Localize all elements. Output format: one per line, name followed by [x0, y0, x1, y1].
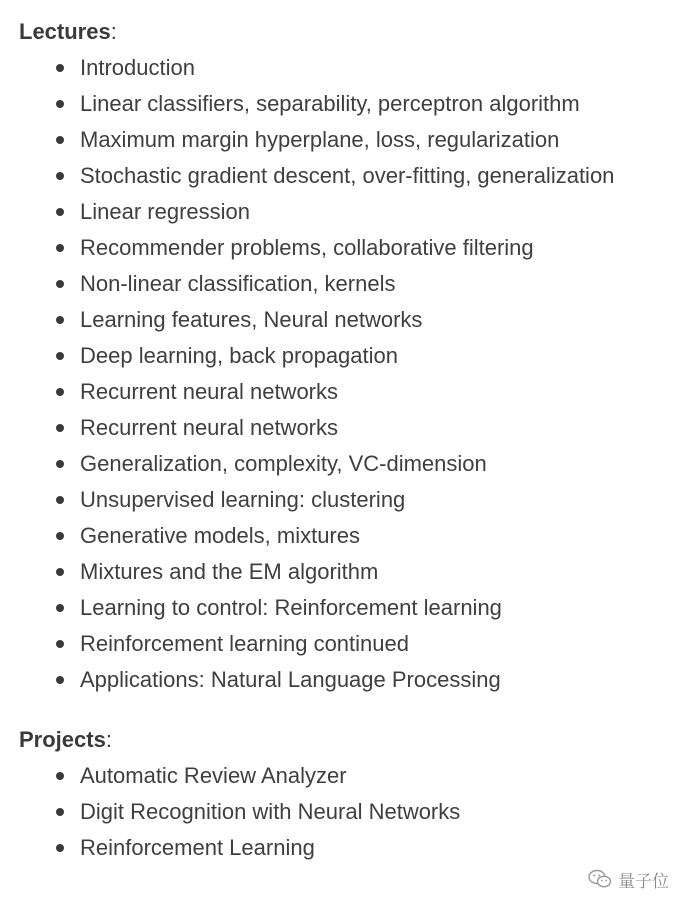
bullet-icon [56, 172, 64, 180]
lecture-item [0, 410, 691, 446]
bullet-icon [56, 532, 64, 540]
bullet-icon [56, 640, 64, 648]
lecture-item [0, 194, 691, 230]
lecture-item [0, 590, 691, 626]
watermark [588, 867, 669, 891]
lecture-item-text: Linear regression [80, 199, 250, 224]
lecture-item [0, 122, 691, 158]
projects-heading-label: Projects [19, 727, 106, 752]
project-item-text: Reinforcement Learning [80, 835, 315, 860]
bullet-icon [56, 388, 64, 396]
bullet-icon [56, 424, 64, 432]
lecture-item [0, 302, 691, 338]
lecture-item-text: Recommender problems, collaborative filtering [80, 235, 534, 260]
lectures-heading-label: Lectures [19, 19, 111, 44]
project-item-text: Digit Recognition with Neural Networks [80, 799, 461, 824]
lecture-item [0, 482, 691, 518]
bullet-icon [56, 460, 64, 468]
project-item [0, 830, 691, 866]
bullet-icon [56, 352, 64, 360]
lectures-heading [19, 14, 691, 50]
projects-heading [19, 722, 691, 758]
projects-list [0, 758, 691, 866]
bullet-icon [56, 604, 64, 612]
lecture-item [0, 158, 691, 194]
lecture-item-text: Non-linear classification, kernels [80, 271, 396, 296]
bullet-icon [56, 244, 64, 252]
lecture-item-text: Learning to control: Reinforcement learning [80, 595, 502, 620]
lecture-item-text: Recurrent neural networks [80, 379, 339, 404]
projects-heading-colon: : [105, 727, 112, 752]
lecture-item-text: Learning features, Neural networks [80, 307, 423, 332]
projects-section [0, 722, 691, 866]
bullet-icon [56, 808, 64, 816]
lecture-item-text: Stochastic gradient descent, over-fitting, generalization [80, 163, 615, 188]
lecture-item-text: Applications: Natural Language Processing [80, 667, 501, 692]
bullet-icon [56, 208, 64, 216]
lectures-heading-colon: : [110, 19, 117, 44]
lecture-item-text: Maximum margin hyperplane, loss, regularization [80, 127, 560, 152]
project-item [0, 794, 691, 830]
lecture-item [0, 518, 691, 554]
project-item-text: Automatic Review Analyzer [80, 763, 347, 788]
project-item [0, 758, 691, 794]
lecture-item-text: Recurrent neural networks [80, 415, 339, 440]
bullet-icon [56, 844, 64, 852]
lecture-item-text: Generalization, complexity, VC-dimension [80, 451, 487, 476]
lecture-item-text: Introduction [80, 55, 195, 80]
bullet-icon [56, 568, 64, 576]
lecture-item [0, 662, 691, 698]
lecture-item [0, 230, 691, 266]
lecture-item [0, 626, 691, 662]
bullet-icon [56, 772, 64, 780]
lecture-item-text: Linear classifiers, separability, perceptron algorithm [80, 91, 580, 116]
bullet-icon [56, 280, 64, 288]
lecture-item [0, 266, 691, 302]
bullet-icon [56, 64, 64, 72]
lecture-item-text: Deep learning, back propagation [80, 343, 399, 368]
wechat-icon [588, 869, 612, 889]
bullet-icon [56, 496, 64, 504]
bullet-icon [56, 100, 64, 108]
bullet-icon [56, 136, 64, 144]
lecture-item [0, 50, 691, 86]
lectures-list [0, 50, 691, 698]
lecture-item-text: Mixtures and the EM algorithm [80, 559, 379, 584]
lecture-item-text: Generative models, mixtures [80, 523, 360, 548]
lectures-section [0, 14, 691, 698]
lecture-item-text: Unsupervised learning: clustering [80, 487, 406, 512]
watermark-text: 量子位 [618, 871, 669, 891]
lecture-item [0, 338, 691, 374]
bullet-icon [56, 676, 64, 684]
lecture-item [0, 86, 691, 122]
lecture-item-text: Reinforcement learning continued [80, 631, 409, 656]
lecture-item [0, 554, 691, 590]
lecture-item [0, 374, 691, 410]
lecture-item [0, 446, 691, 482]
bullet-icon [56, 316, 64, 324]
